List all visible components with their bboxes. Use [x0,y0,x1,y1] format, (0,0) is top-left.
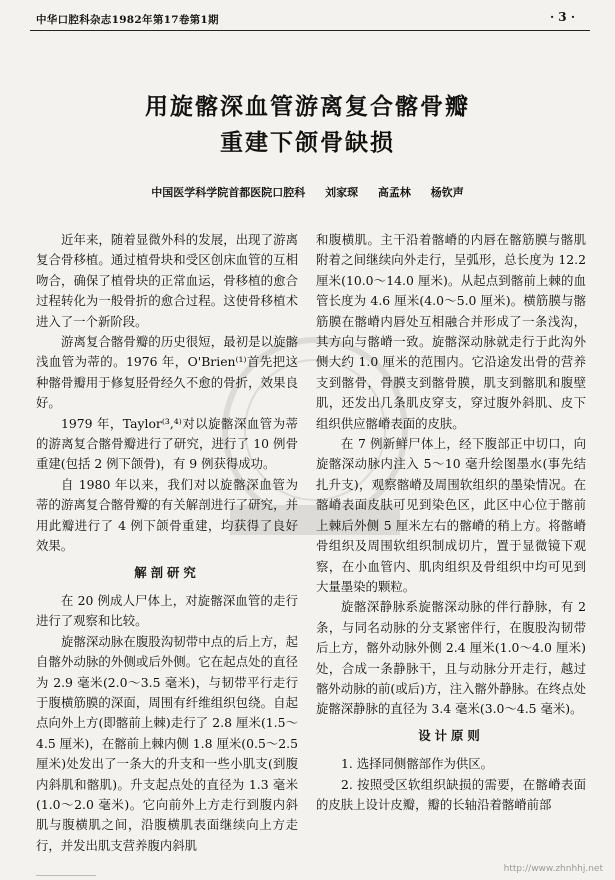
byline [0,184,615,200]
author-name: 刘家琛 [325,186,359,199]
paragraph: 游离复合髂骨瓣的历史很短，最初是以旋髂浅血管为蒂的。1976 年，O'Brien⁽¹⁾首先把这种髂骨瓣用于修复胫骨经久不愈的骨折，效果良好。 [36,334,298,411]
list-item: 1. 选择同侧髂部作为供区。 [341,756,494,772]
right-column [316,230,586,815]
page-number: · 3 · [549,10,575,24]
list-item: 2. 按照受区软组织缺损的需要，在髂嵴表面的皮肤上设计皮瓣，瓣的长轴沿着髂嵴前部 [316,776,586,812]
article-title-line-1: 用旋髂深血管游离复合髂骨瓣 [145,93,470,120]
left-column [36,230,298,856]
paragraph: 旋髂深静脉系旋髂深动脉的伴行静脉，有 2 条，与同名动脉的分支紧密伴行，在腹股沟韧带后上方，髂外动脉外侧 2.4 厘米(1.0～4.0 厘米)处，合成一条静脉干，且与动脉分开走行，越过髂外动脉的前(或后)方，注入髂外静脉。在终点处旋髂深静脉的直径为 3.4 毫米(3.0～4.5 毫米)。 [316,599,586,717]
paragraph: 近年来，随着显微外科的发展，出现了游离复合骨移植。通过植骨块和受区创床血管的互相吻合，确保了植骨块的正常血运，骨移植的愈合过程转化为一般骨折的愈合过程。这使骨移植术进入了一个新阶段。 [36,232,298,329]
footer-url: http://www.zhnhhj.net [503,864,603,874]
paragraph: 和腹横肌。主干沿着髂嵴的内唇在髂筋膜与髂肌附着之间继续向外走行，呈弧形，总长度为 12.2 厘米(10.0～14.0 厘米)。从起点到髂前上棘的血管长度为 4.6 厘米(4.0～5.0 厘米)。横筋膜与髂筋膜在髂嵴内唇处互相融合并形成了一条浅沟，其方向与髂嵴一致。旋髂深动脉就走行于此沟外侧大约 1.0 厘米的范围内。它沿途发出骨的营养支到髂骨，骨膜支到髂骨膜，肌支到髂肌和腹壁肌，还发出几条肌皮穿支，穿过腹外斜肌、皮下组织供应髂嵴表面的皮肤。 [316,232,586,431]
paragraph: 1979 年，Taylor⁽³,⁴⁾对以旋髂深血管为蒂的游离复合髂骨瓣进行了研究，进行了 10 例骨重建(包括 2 例下颌骨)，有 9 例获得成功。 [36,415,298,472]
journal-citation: 中华口腔科杂志1982年第17卷第1期 [36,14,219,26]
running-header [0,10,615,32]
article-title-line-2: 重建下颌骨缺损 [220,129,395,156]
paragraph: 在 20 例成人尸体上，对旋髂深血管的走行进行了观察和比较。 [36,592,298,629]
paragraph: 在 7 例新鲜尸体上，经下腹部正中切口，向旋髂深动脉内注入 5～10 毫升绘图墨水(事先结扎升支)，观察髂嵴及周围软组织的墨染情况。在髂嵴表面皮肤可见到染色区，此区中心位于髂前上棘后外侧 5 厘米左右的髂嵴的稍上方。将髂嵴骨组织及周围软组织制成切片，置于显微镜下观察，在小血管内、肌肉组织及骨组织中均可见到大量墨染的颗粒。 [316,436,586,594]
header-rule [30,30,590,31]
section-heading: 解剖研究 [134,564,200,580]
paragraph: 旋髂深动脉在腹股沟韧带中点的后上方，起自髂外动脉的外侧或后外侧。它在起点处的直径为 2.9 毫米(2.0～3.5 毫米)，与韧带平行走行于腹横筋膜的深面，周围有纤维组织包绕。自起点向外上方(即髂前上棘)走行了 2.8 厘米(1.5～4.5 厘米)，在髂前上棘内侧 1.8 厘米(0.5～2.5 厘米)处发出了一条大的升支和一些小肌支(到腹内斜肌和髂肌)。升支起点处的直径为 1.3 毫米(1.0～2.0 毫米)。它向前外上方走行到腹内斜肌与腹横肌之间，沿腹横肌表面继续向上方走行，并发出肌支营养腹内斜肌 [36,633,298,853]
affiliation: 中国医学科学院首都医院口腔科 [151,186,306,199]
paragraph: 自 1980 年以来，我们对以旋髂深血管为蒂的游离复合髂骨瓣的有关解剖进行了研究，并用此瓣进行了 4 例下颌骨重建，均获得了良好效果。 [36,476,298,554]
author-name: 杨钦声 [430,186,464,199]
section-heading: 设计原则 [418,727,484,743]
footer-logo [36,865,96,876]
author-name: 高孟林 [377,186,411,199]
